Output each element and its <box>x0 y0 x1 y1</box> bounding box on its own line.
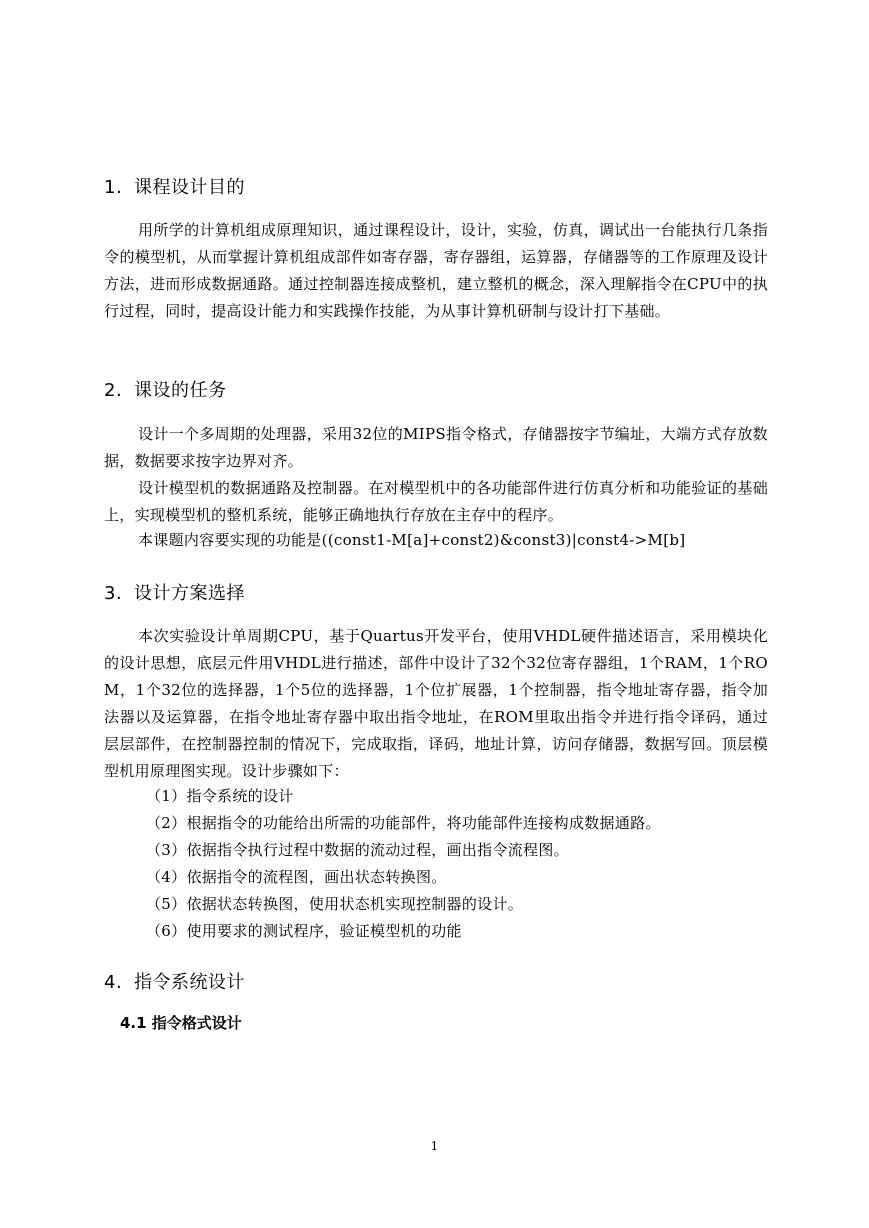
section-2-paragraph-2: 设计模型机的数据通路及控制器。在对模型机中的各功能部件进行仿真分析和功能验证的基础上，实现模型机的整机系统，能够正确地执行存放在主存中的程序。 <box>104 479 768 524</box>
design-step-1: （1）指令系统的设计 <box>146 787 294 805</box>
section-3-paragraph: 本次实验设计单周期CPU，基于Quartus开发平台，使用VHDL硬件描述语言，采用模块化的设计思想，底层元件用VHDL进行描述，部件中设计了32个32位寄存器组，1个RAM，1个ROM，1个32位的选择器，1个5位的选择器，1个位扩展器，1个控制器，指令地址寄存器，指令加法器以及运算器，在指令地址寄存器中取出指令地址，在ROM里取出指令并进行指令译码，通过层层部件，在控制器控制的情况下，完成取指，译码，地址计算，访问存储器，数据写回。顶层模型机用原理图实现。设计步骤如下： <box>104 627 768 780</box>
design-step-5: （5）依据状态转换图，使用状态机实现控制器的设计。 <box>146 895 524 913</box>
section-3-number: 3. <box>104 583 123 604</box>
page-number: 1 <box>430 1139 439 1153</box>
section-2-paragraph-1: 设计一个多周期的处理器，采用32位的MIPS指令格式，存储器按字节编址，大端方式存放数据，数据要求按字边界对齐。 <box>104 425 768 470</box>
section-4-title: 指令系统设计 <box>134 972 245 993</box>
section-2-number: 2. <box>104 380 123 401</box>
section-1-heading <box>104 173 245 199</box>
design-step-3: （3）依据指令执行过程中数据的流动过程，画出指令流程图。 <box>146 841 569 859</box>
design-step-6: （6）使用要求的测试程序，验证模型机的功能 <box>146 922 462 940</box>
section-2-heading <box>104 376 227 402</box>
section-1-paragraph: 用所学的计算机组成原理知识，通过课程设计，设计，实验，仿真，调试出一台能执行几条指令的模型机，从而掌握计算机组成部件如寄存器，寄存器组，运算器，存储器等的工作原理及设计方法，进而形成数据通路。通过控制器连接成整机，建立整机的概念，深入理解指令在CPU中的执行过程，同时，提高设计能力和实践操作技能，为从事计算机研制与设计打下基础。 <box>104 221 768 320</box>
section-4-heading <box>104 968 245 994</box>
section-1-number: 1. <box>104 177 123 198</box>
subsection-4-1-heading: 4.1 指令格式设计 <box>120 1014 242 1032</box>
section-3-title: 设计方案选择 <box>134 583 245 604</box>
section-1-title: 课程设计目的 <box>134 177 245 198</box>
section-4-number: 4. <box>104 972 123 993</box>
design-step-2: （2）根据指令的功能给出所需的功能部件，将功能部件连接构成数据通路。 <box>146 814 661 832</box>
section-2-title: 课设的任务 <box>134 380 227 401</box>
section-3-heading <box>104 579 245 605</box>
design-step-4: （4）依据指令的流程图，画出状态转换图。 <box>146 868 447 886</box>
section-2-function-line: 本课题内容要实现的功能是((const1-M[a]+const2)&const3)|const4->M[b] <box>138 531 686 549</box>
